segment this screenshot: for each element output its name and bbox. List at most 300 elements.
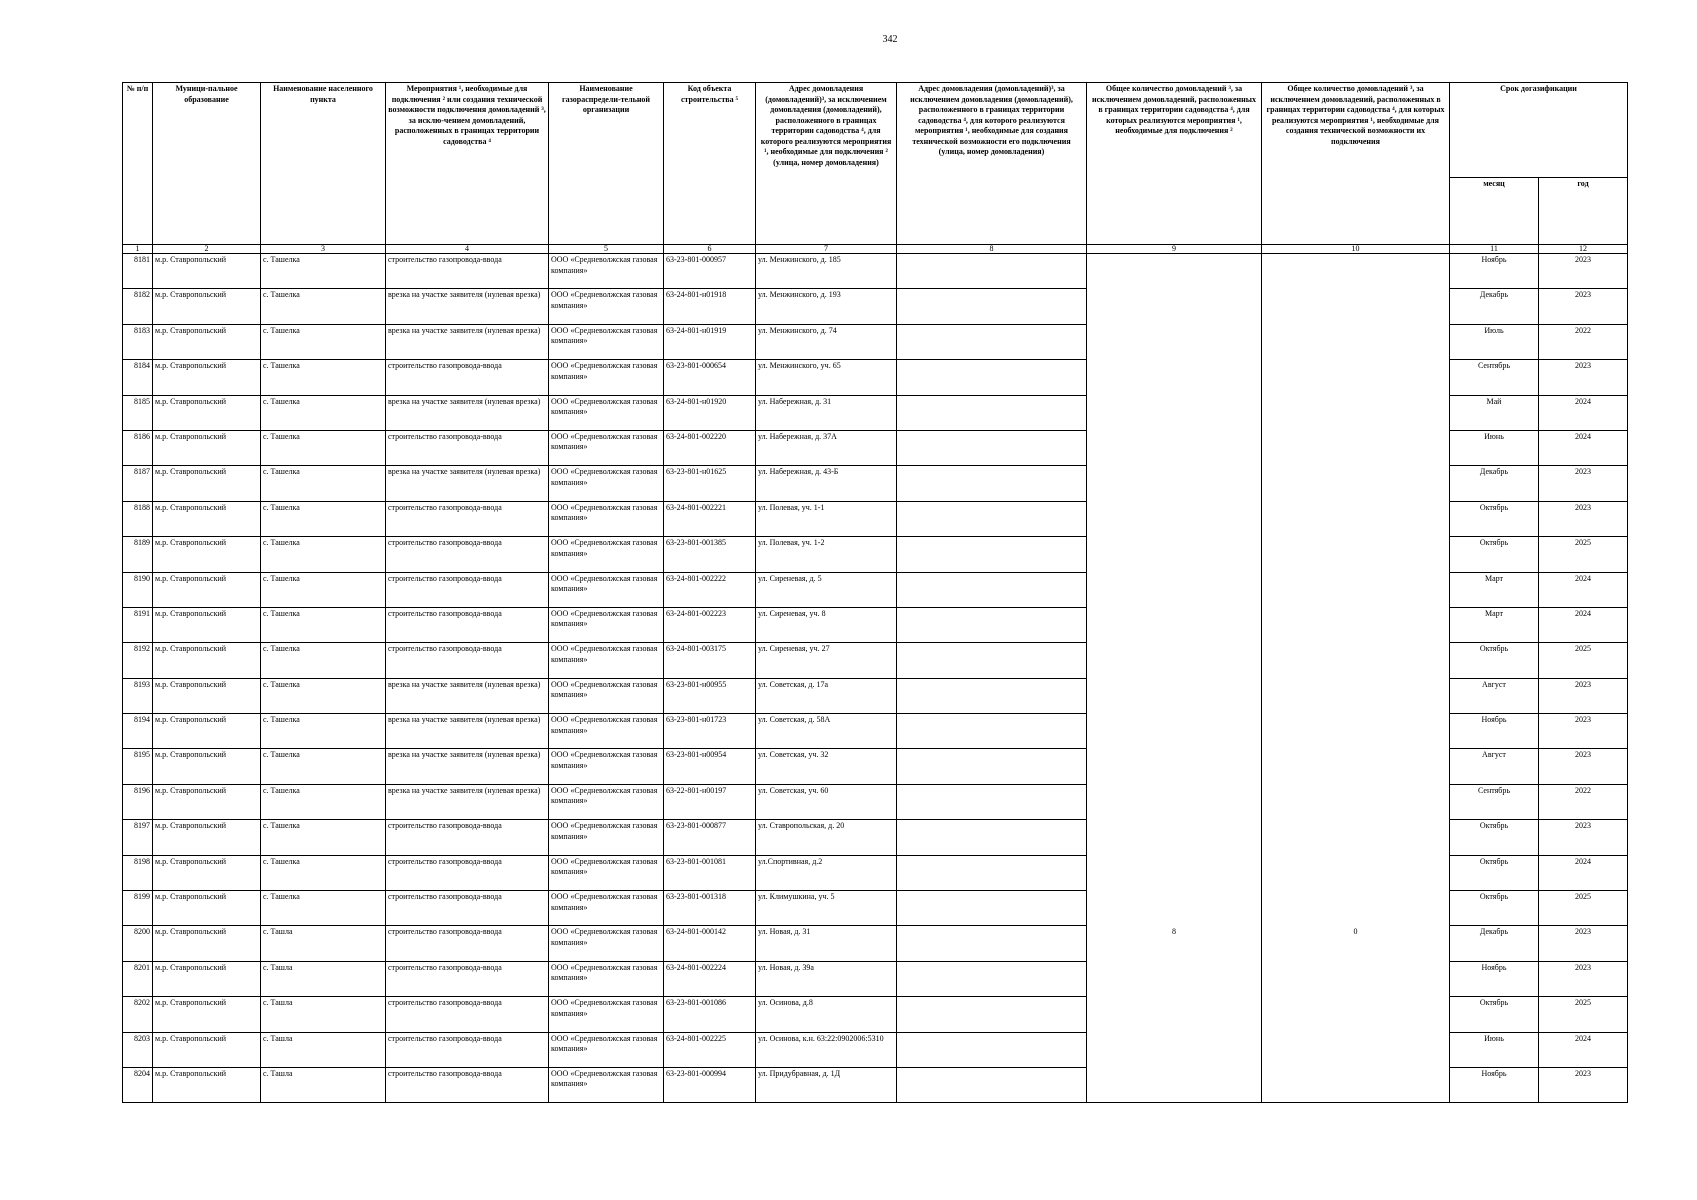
column-number: 2: [153, 245, 261, 254]
settlement-cell: с. Ташелка: [261, 395, 386, 430]
address-tech-cell: [897, 430, 1087, 465]
year-cell: 2023: [1539, 961, 1628, 996]
total-connect-cell: [1087, 643, 1262, 678]
total-connect-cell: [1087, 891, 1262, 926]
total-tech-cell: 0: [1262, 926, 1450, 961]
table-row: [123, 643, 1628, 678]
municipality-cell: м.р. Ставропольский: [153, 466, 261, 501]
organization-cell: ООО «Средневолжская газовая компания»: [549, 784, 664, 819]
municipality-cell: м.р. Ставропольский: [153, 820, 261, 855]
object-code-cell: 63-23-801-н00955: [664, 678, 756, 713]
settlement-cell: с. Ташелка: [261, 572, 386, 607]
organization-cell: ООО «Средневолжская газовая компания»: [549, 430, 664, 465]
address-tech-cell: [897, 855, 1087, 890]
total-tech-cell: [1262, 607, 1450, 642]
address-cell: ул. Набережная, д. 43-Б: [756, 466, 897, 501]
settlement-cell: с. Ташелка: [261, 254, 386, 289]
total-tech-cell: [1262, 714, 1450, 749]
object-code-cell: 63-23-801-000957: [664, 254, 756, 289]
row-number: 8191: [123, 607, 153, 642]
total-connect-cell: [1087, 997, 1262, 1032]
municipality-cell: м.р. Ставропольский: [153, 360, 261, 395]
table-row: [123, 289, 1628, 324]
address-cell: ул.Спортивная, д.2: [756, 855, 897, 890]
total-tech-cell: [1262, 784, 1450, 819]
address-cell: ул. Сиреневая, уч. 27: [756, 643, 897, 678]
total-tech-cell: [1262, 1032, 1450, 1067]
settlement-cell: с. Ташелка: [261, 891, 386, 926]
address-tech-cell: [897, 784, 1087, 819]
object-code-cell: 63-24-801-002225: [664, 1032, 756, 1067]
table-row: [123, 466, 1628, 501]
address-cell: ул. Новая, д. 39а: [756, 961, 897, 996]
organization-cell: ООО «Средневолжская газовая компания»: [549, 714, 664, 749]
municipality-cell: м.р. Ставропольский: [153, 714, 261, 749]
total-tech-cell: [1262, 572, 1450, 607]
object-code-cell: 63-24-801-002222: [664, 572, 756, 607]
column-number: 11: [1450, 245, 1539, 254]
object-code-cell: 63-23-801-000877: [664, 820, 756, 855]
organization-cell: ООО «Средневолжская газовая компания»: [549, 997, 664, 1032]
table-row: [123, 324, 1628, 359]
event-cell: врезка на участке заявителя (нулевая врезка): [386, 749, 549, 784]
settlement-cell: с. Ташелка: [261, 430, 386, 465]
settlement-cell: с. Ташелка: [261, 324, 386, 359]
table-row: [123, 501, 1628, 536]
total-connect-cell: [1087, 1067, 1262, 1102]
row-number: 8200: [123, 926, 153, 961]
table-row: [123, 254, 1628, 289]
row-number: 8196: [123, 784, 153, 819]
event-cell: врезка на участке заявителя (нулевая врезка): [386, 289, 549, 324]
year-cell: 2023: [1539, 254, 1628, 289]
address-cell: ул. Советская, д. 17а: [756, 678, 897, 713]
object-code-cell: 63-24-801-н01919: [664, 324, 756, 359]
row-number: 8187: [123, 466, 153, 501]
address-cell: ул. Осинова, д.8: [756, 997, 897, 1032]
table-row: [123, 749, 1628, 784]
settlement-cell: с. Ташелка: [261, 820, 386, 855]
total-connect-cell: [1087, 501, 1262, 536]
total-connect-cell: [1087, 714, 1262, 749]
total-tech-cell: [1262, 254, 1450, 289]
organization-cell: ООО «Средневолжская газовая компания»: [549, 607, 664, 642]
event-cell: строительство газопровода-ввода: [386, 1032, 549, 1067]
total-connect-cell: [1087, 254, 1262, 289]
address-tech-cell: [897, 997, 1087, 1032]
object-code-cell: 63-23-801-000994: [664, 1067, 756, 1102]
settlement-cell: с. Ташелка: [261, 749, 386, 784]
total-connect-cell: [1087, 360, 1262, 395]
month-cell: Июнь: [1450, 430, 1539, 465]
header-col-6: Код объекта строительства ⁵: [664, 83, 756, 245]
settlement-cell: с. Ташелка: [261, 855, 386, 890]
year-cell: 2023: [1539, 466, 1628, 501]
month-cell: Декабрь: [1450, 289, 1539, 324]
total-connect-cell: [1087, 395, 1262, 430]
row-number: 8186: [123, 430, 153, 465]
month-cell: Май: [1450, 395, 1539, 430]
column-number: 10: [1262, 245, 1450, 254]
address-cell: ул. Осинова, к.н. 63:22:0902006:5310: [756, 1032, 897, 1067]
table-row: [123, 891, 1628, 926]
municipality-cell: м.р. Ставропольский: [153, 501, 261, 536]
header-col-4: Мероприятия ¹, необходимые для подключения ² или создания технической возможности подключения домовладений ³, за исклю-чением домовладений, расположенных в границах территории садоводства ⁴: [386, 83, 549, 245]
year-cell: 2023: [1539, 1067, 1628, 1102]
event-cell: врезка на участке заявителя (нулевая врезка): [386, 678, 549, 713]
table-row: [123, 1032, 1628, 1067]
header-col-3: Наименование населенного пункта: [261, 83, 386, 245]
year-cell: 2022: [1539, 324, 1628, 359]
total-tech-cell: [1262, 395, 1450, 430]
municipality-cell: м.р. Ставропольский: [153, 997, 261, 1032]
column-number: 8: [897, 245, 1087, 254]
organization-cell: ООО «Средневолжская газовая компания»: [549, 466, 664, 501]
month-cell: Март: [1450, 572, 1539, 607]
row-number: 8183: [123, 324, 153, 359]
table-row: [123, 961, 1628, 996]
total-tech-cell: [1262, 466, 1450, 501]
address-cell: ул. Набережная, д. 37А: [756, 430, 897, 465]
organization-cell: ООО «Средневолжская газовая компания»: [549, 1032, 664, 1067]
gasification-table: [122, 82, 1628, 1103]
total-tech-cell: [1262, 997, 1450, 1032]
row-number: 8188: [123, 501, 153, 536]
month-cell: Ноябрь: [1450, 254, 1539, 289]
row-number: 8185: [123, 395, 153, 430]
table-row: [123, 572, 1628, 607]
object-code-cell: 63-24-801-000142: [664, 926, 756, 961]
address-tech-cell: [897, 678, 1087, 713]
month-cell: Август: [1450, 678, 1539, 713]
total-tech-cell: [1262, 537, 1450, 572]
event-cell: строительство газопровода-ввода: [386, 360, 549, 395]
month-cell: Ноябрь: [1450, 961, 1539, 996]
year-cell: 2024: [1539, 607, 1628, 642]
municipality-cell: м.р. Ставропольский: [153, 254, 261, 289]
address-tech-cell: [897, 1067, 1087, 1102]
event-cell: врезка на участке заявителя (нулевая врезка): [386, 466, 549, 501]
settlement-cell: с. Ташелка: [261, 678, 386, 713]
total-connect-cell: [1087, 749, 1262, 784]
total-tech-cell: [1262, 678, 1450, 713]
table-row: [123, 678, 1628, 713]
total-tech-cell: [1262, 360, 1450, 395]
page-number: 342: [882, 34, 898, 45]
address-tech-cell: [897, 643, 1087, 678]
address-tech-cell: [897, 820, 1087, 855]
object-code-cell: 63-24-801-002221: [664, 501, 756, 536]
year-cell: 2023: [1539, 926, 1628, 961]
row-number: 8182: [123, 289, 153, 324]
row-number: 8190: [123, 572, 153, 607]
address-tech-cell: [897, 961, 1087, 996]
header-deadline: Срок догазификации: [1450, 83, 1628, 178]
row-number: 8198: [123, 855, 153, 890]
header-col-8: Адрес домовладения (домовладений)³, за исключением домовладения (домовладений), расположенного в границах территории садоводства ⁴, для которого реализуются мероприятия ¹, необходимые для создания технической возможности его подключения (улица, номер домовладения): [897, 83, 1087, 245]
total-connect-cell: [1087, 466, 1262, 501]
event-cell: врезка на участке заявителя (нулевая врезка): [386, 714, 549, 749]
year-cell: 2025: [1539, 643, 1628, 678]
table-row: [123, 855, 1628, 890]
settlement-cell: с. Ташелка: [261, 360, 386, 395]
table-row: [123, 395, 1628, 430]
total-tech-cell: [1262, 430, 1450, 465]
address-cell: ул. Советская, д. 58А: [756, 714, 897, 749]
year-cell: 2023: [1539, 501, 1628, 536]
table-row: [123, 714, 1628, 749]
event-cell: строительство газопровода-ввода: [386, 254, 549, 289]
table-row: [123, 360, 1628, 395]
month-cell: Ноябрь: [1450, 1067, 1539, 1102]
table-row: [123, 784, 1628, 819]
event-cell: строительство газопровода-ввода: [386, 891, 549, 926]
header-col-5: Наименование газораспредели-тельной организации: [549, 83, 664, 245]
row-number: 8204: [123, 1067, 153, 1102]
event-cell: строительство газопровода-ввода: [386, 855, 549, 890]
total-connect-cell: [1087, 537, 1262, 572]
object-code-cell: 63-23-801-001318: [664, 891, 756, 926]
row-number: 8181: [123, 254, 153, 289]
organization-cell: ООО «Средневолжская газовая компания»: [549, 360, 664, 395]
year-cell: 2023: [1539, 360, 1628, 395]
row-number: 8203: [123, 1032, 153, 1067]
object-code-cell: 63-23-801-н01625: [664, 466, 756, 501]
total-connect-cell: [1087, 324, 1262, 359]
settlement-cell: с. Ташелка: [261, 466, 386, 501]
address-cell: ул. Климушкина, уч. 5: [756, 891, 897, 926]
year-cell: 2023: [1539, 714, 1628, 749]
column-number: 4: [386, 245, 549, 254]
month-cell: Октябрь: [1450, 820, 1539, 855]
settlement-cell: с. Ташла: [261, 961, 386, 996]
municipality-cell: м.р. Ставропольский: [153, 926, 261, 961]
municipality-cell: м.р. Ставропольский: [153, 749, 261, 784]
year-cell: 2024: [1539, 855, 1628, 890]
total-connect-cell: [1087, 572, 1262, 607]
total-tech-cell: [1262, 820, 1450, 855]
row-number: 8201: [123, 961, 153, 996]
organization-cell: ООО «Средневолжская газовая компания»: [549, 855, 664, 890]
address-tech-cell: [897, 360, 1087, 395]
organization-cell: ООО «Средневолжская газовая компания»: [549, 537, 664, 572]
table-row: [123, 926, 1628, 961]
settlement-cell: с. Ташла: [261, 1067, 386, 1102]
object-code-cell: 63-24-801-003175: [664, 643, 756, 678]
settlement-cell: с. Ташелка: [261, 643, 386, 678]
address-tech-cell: [897, 891, 1087, 926]
municipality-cell: м.р. Ставропольский: [153, 289, 261, 324]
total-tech-cell: [1262, 749, 1450, 784]
address-tech-cell: [897, 466, 1087, 501]
municipality-cell: м.р. Ставропольский: [153, 607, 261, 642]
organization-cell: ООО «Средневолжская газовая компания»: [549, 926, 664, 961]
settlement-cell: с. Ташла: [261, 1032, 386, 1067]
table-row: [123, 1067, 1628, 1102]
organization-cell: ООО «Средневолжская газовая компания»: [549, 1067, 664, 1102]
event-cell: строительство газопровода-ввода: [386, 1067, 549, 1102]
object-code-cell: 63-23-801-000654: [664, 360, 756, 395]
address-tech-cell: [897, 749, 1087, 784]
month-cell: Октябрь: [1450, 855, 1539, 890]
address-tech-cell: [897, 926, 1087, 961]
organization-cell: ООО «Средневолжская газовая компания»: [549, 749, 664, 784]
event-cell: врезка на участке заявителя (нулевая врезка): [386, 324, 549, 359]
month-cell: Март: [1450, 607, 1539, 642]
total-connect-cell: [1087, 289, 1262, 324]
organization-cell: ООО «Средневолжская газовая компания»: [549, 961, 664, 996]
address-tech-cell: [897, 537, 1087, 572]
municipality-cell: м.р. Ставропольский: [153, 1032, 261, 1067]
address-cell: ул. Менжинского, д. 74: [756, 324, 897, 359]
settlement-cell: с. Ташла: [261, 997, 386, 1032]
event-cell: строительство газопровода-ввода: [386, 926, 549, 961]
table-row: [123, 430, 1628, 465]
table-row: [123, 820, 1628, 855]
total-tech-cell: [1262, 1067, 1450, 1102]
month-cell: Сентябрь: [1450, 360, 1539, 395]
address-tech-cell: [897, 289, 1087, 324]
organization-cell: ООО «Средневолжская газовая компания»: [549, 820, 664, 855]
address-cell: ул. Новая, д. 31: [756, 926, 897, 961]
address-cell: ул. Менжинского, д. 193: [756, 289, 897, 324]
organization-cell: ООО «Средневолжская газовая компания»: [549, 891, 664, 926]
settlement-cell: с. Ташла: [261, 926, 386, 961]
row-number: 8199: [123, 891, 153, 926]
event-cell: врезка на участке заявителя (нулевая врезка): [386, 395, 549, 430]
municipality-cell: м.р. Ставропольский: [153, 1067, 261, 1102]
column-number: 3: [261, 245, 386, 254]
settlement-cell: с. Ташелка: [261, 537, 386, 572]
municipality-cell: м.р. Ставропольский: [153, 855, 261, 890]
address-cell: ул. Советская, уч. 32: [756, 749, 897, 784]
total-tech-cell: [1262, 643, 1450, 678]
address-cell: ул. Ставропольская, д. 20: [756, 820, 897, 855]
address-cell: ул. Менжинского, уч. 65: [756, 360, 897, 395]
year-cell: 2023: [1539, 749, 1628, 784]
month-cell: Ноябрь: [1450, 714, 1539, 749]
header-month: месяц: [1450, 178, 1539, 245]
header-col-10: Общее количество домовладений ³, за исключением домовладений, расположенных в границах территории садоводства ⁴, для которых реализуются мероприятия ¹, необходимые для создания технической возможности их подключения: [1262, 83, 1450, 245]
total-connect-cell: [1087, 784, 1262, 819]
municipality-cell: м.р. Ставропольский: [153, 784, 261, 819]
organization-cell: ООО «Средневолжская газовая компания»: [549, 324, 664, 359]
total-tech-cell: [1262, 961, 1450, 996]
organization-cell: ООО «Средневолжская газовая компания»: [549, 395, 664, 430]
address-cell: ул. Набережная, д. 31: [756, 395, 897, 430]
total-tech-cell: [1262, 891, 1450, 926]
address-tech-cell: [897, 714, 1087, 749]
year-cell: 2023: [1539, 678, 1628, 713]
settlement-cell: с. Ташелка: [261, 607, 386, 642]
address-cell: ул. Менжинского, д. 185: [756, 254, 897, 289]
event-cell: строительство газопровода-ввода: [386, 501, 549, 536]
organization-cell: ООО «Средневолжская газовая компания»: [549, 678, 664, 713]
event-cell: строительство газопровода-ввода: [386, 607, 549, 642]
year-cell: 2025: [1539, 891, 1628, 926]
row-number: 8189: [123, 537, 153, 572]
month-cell: Декабрь: [1450, 466, 1539, 501]
organization-cell: ООО «Средневолжская газовая компания»: [549, 643, 664, 678]
table-row: [123, 997, 1628, 1032]
address-cell: ул. Советская, уч. 60: [756, 784, 897, 819]
year-cell: 2024: [1539, 572, 1628, 607]
total-connect-cell: [1087, 961, 1262, 996]
row-number: 8202: [123, 997, 153, 1032]
object-code-cell: 63-24-801-н01920: [664, 395, 756, 430]
address-cell: ул. Полевая, уч. 1-2: [756, 537, 897, 572]
object-code-cell: 63-24-801-н01918: [664, 289, 756, 324]
event-cell: строительство газопровода-ввода: [386, 820, 549, 855]
address-tech-cell: [897, 607, 1087, 642]
column-number: 7: [756, 245, 897, 254]
month-cell: Октябрь: [1450, 537, 1539, 572]
month-cell: Декабрь: [1450, 926, 1539, 961]
event-cell: строительство газопровода-ввода: [386, 997, 549, 1032]
row-number: 8193: [123, 678, 153, 713]
municipality-cell: м.р. Ставропольский: [153, 537, 261, 572]
address-cell: ул. Полевая, уч. 1-1: [756, 501, 897, 536]
total-tech-cell: [1262, 324, 1450, 359]
organization-cell: ООО «Средневолжская газовая компания»: [549, 289, 664, 324]
settlement-cell: с. Ташелка: [261, 714, 386, 749]
event-cell: строительство газопровода-ввода: [386, 537, 549, 572]
month-cell: Август: [1450, 749, 1539, 784]
total-tech-cell: [1262, 289, 1450, 324]
column-number: 1: [123, 245, 153, 254]
column-number: 5: [549, 245, 664, 254]
address-tech-cell: [897, 324, 1087, 359]
object-code-cell: 63-22-801-н00197: [664, 784, 756, 819]
object-code-cell: 63-23-801-001086: [664, 997, 756, 1032]
row-number: 8184: [123, 360, 153, 395]
address-tech-cell: [897, 254, 1087, 289]
municipality-cell: м.р. Ставропольский: [153, 643, 261, 678]
address-tech-cell: [897, 572, 1087, 607]
month-cell: Сентябрь: [1450, 784, 1539, 819]
table-row: [123, 537, 1628, 572]
table-row: [123, 607, 1628, 642]
year-cell: 2024: [1539, 1032, 1628, 1067]
event-cell: строительство газопровода-ввода: [386, 961, 549, 996]
event-cell: врезка на участке заявителя (нулевая врезка): [386, 784, 549, 819]
month-cell: Октябрь: [1450, 643, 1539, 678]
municipality-cell: м.р. Ставропольский: [153, 961, 261, 996]
total-tech-cell: [1262, 855, 1450, 890]
event-cell: строительство газопровода-ввода: [386, 430, 549, 465]
year-cell: 2025: [1539, 997, 1628, 1032]
header-col-7: Адрес домовладения (домовладений)³, за исключением домовладения (домовладений), расположенного в границах территории садоводства ⁴, для которого реализуются мероприятия ¹, необходимые для подключения ² (улица, номер домовладения): [756, 83, 897, 245]
address-tech-cell: [897, 395, 1087, 430]
year-cell: 2024: [1539, 395, 1628, 430]
event-cell: строительство газопровода-ввода: [386, 572, 549, 607]
total-connect-cell: [1087, 607, 1262, 642]
object-code-cell: 63-23-801-001385: [664, 537, 756, 572]
address-tech-cell: [897, 1032, 1087, 1067]
total-connect-cell: 8: [1087, 926, 1262, 961]
municipality-cell: м.р. Ставропольский: [153, 430, 261, 465]
year-cell: 2024: [1539, 430, 1628, 465]
month-cell: Октябрь: [1450, 891, 1539, 926]
column-number: 12: [1539, 245, 1628, 254]
total-connect-cell: [1087, 1032, 1262, 1067]
year-cell: 2023: [1539, 289, 1628, 324]
settlement-cell: с. Ташелка: [261, 501, 386, 536]
municipality-cell: м.р. Ставропольский: [153, 678, 261, 713]
header-col-1: № п/п: [123, 83, 153, 245]
row-number: 8197: [123, 820, 153, 855]
address-tech-cell: [897, 501, 1087, 536]
